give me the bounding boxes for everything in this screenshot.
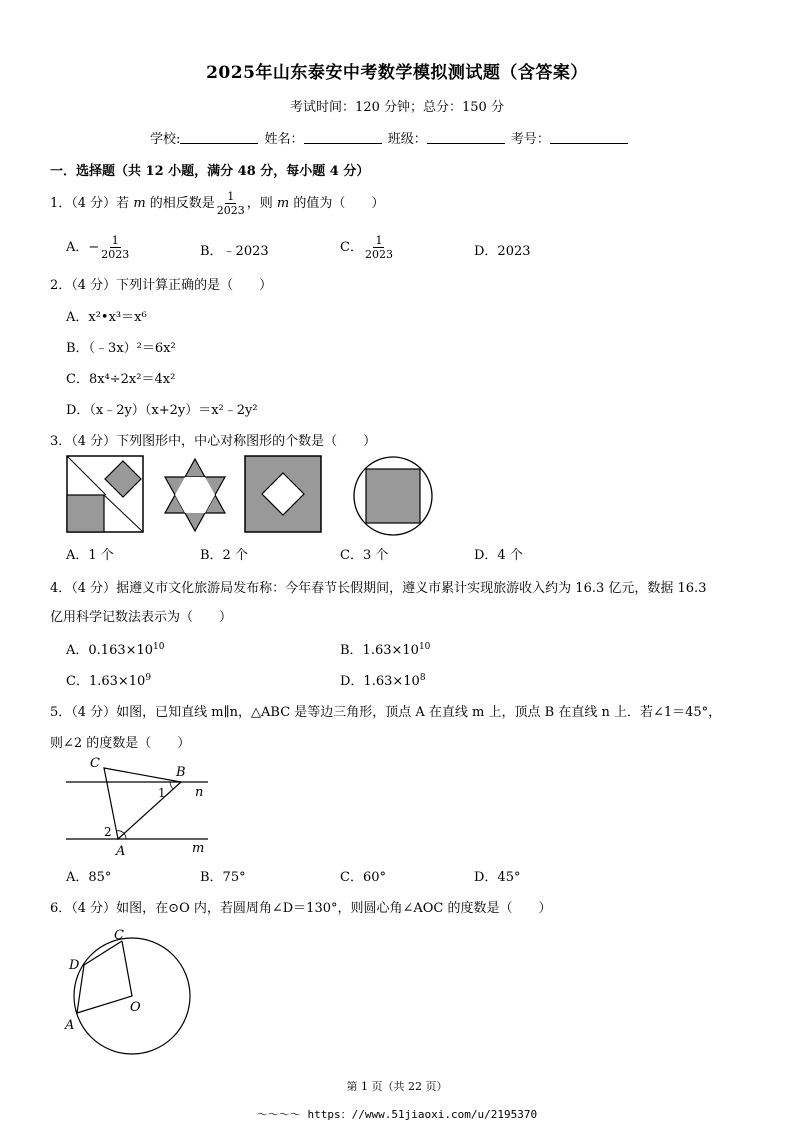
watermark-url: ～～～～ https：//www.51jiaoxi.com/u/2195370 [256,1108,538,1121]
q3-option-d[interactable]: D．4 个 [474,548,523,563]
q3-option-b[interactable]: B．2 个 [200,548,248,563]
label-angle-1: 1 [158,786,166,800]
q3-option-c[interactable]: C．3 个 [340,548,389,563]
question-3-stem: 3．（4 分）下列图形中，中心对称图形的个数是（ ） [50,434,377,449]
q5-option-a[interactable]: A．85° [66,870,112,885]
q2-option-b[interactable]: B．（﹣3x）²＝6x² [66,341,176,356]
q1-option-d[interactable]: D．2023 [474,244,531,259]
q2-option-a[interactable]: A．x²•x³＝x⁶ [66,310,147,325]
class-blank[interactable] [427,131,505,144]
q2-option-c[interactable]: C．8x⁴÷2x²＝4x² [66,372,176,387]
q3-figure-squares [66,455,144,533]
name-blank[interactable] [304,131,382,144]
page-footer: 第 1 页（共 22 页） [346,1080,448,1093]
name-label: 姓名： [264,132,304,147]
label-c: C [90,756,100,771]
q4-option-c[interactable]: C．$1.63\times 10^9$ [66,673,152,689]
label-n: n [195,785,204,800]
label-b: B [176,765,186,780]
q2-option-d[interactable]: D．（x﹣2y）（x+2y）＝x²﹣2y² [66,403,258,418]
question-4-stem-line1: 4．（4 分）据遵义市文化旅游局发布称：今年春节长假期间，遵义市累计实现旅游收入约为 16.3 亿元，数据 16.3 [50,581,707,596]
class-label: 班级： [387,132,427,147]
exam-info-line: 考试时间：120 分钟；总分：150 分 [290,100,504,115]
question-2-stem: 2．（4 分）下列计算正确的是（ ） [50,278,273,293]
q1-option-b[interactable]: B．﹣2023 [200,244,269,259]
question-5-stem-line2: 则∠2 的度数是（ ） [50,736,191,751]
label-angle-2: 2 [104,825,112,839]
q4-option-a[interactable]: A．$0.163\times 10^{10}$ [66,642,165,658]
label-o: O [130,1000,141,1015]
label-c: C [114,928,124,943]
q6-figure-circle [60,925,196,1060]
question-6-stem: 6．（4 分）如图，在⊙O 内，若圆周角∠D＝130°，则圆心角∠AOC 的度数是（ ） [50,901,552,916]
section-heading: 一．选择题（共 12 小题，满分 48 分，每小题 4 分） [50,164,370,179]
q5-option-b[interactable]: B．75° [200,870,246,885]
q5-option-d[interactable]: D．45° [474,870,521,885]
student-info-row [150,128,630,147]
question-1-stem: 1．（4 分）若 m 的相反数是 $\frac{1}{2023}$ ，则 m 的值为（ ） [50,190,385,217]
school-label: 学校: [150,132,181,147]
label-m: m [192,841,205,856]
q1-option-a[interactable]: A．− $\frac{1}{2023}$ [66,234,130,261]
q1-option-c[interactable]: C． $\frac{1}{2023}$ [340,234,393,261]
label-a: A [65,1018,75,1033]
q5-figure-parallel-lines-triangle [62,754,222,862]
q3-figure-circle-square [352,455,434,537]
label-a: A [116,844,126,859]
question-5-stem-line1: 5．（4 分）如图，已知直线 m∥n，△ABC 是等边三角形，顶点 A 在直线 m 上，顶点 B 在直线 n 上．若∠1＝45°， [50,705,722,720]
exam-no-blank[interactable] [550,131,628,144]
page-title: 2025年山东泰安中考数学模拟测试题（含答案） [206,63,588,83]
question-4-stem-line2: 亿用科学记数法表示为（ ） [50,610,233,625]
q3-figure-star [158,455,232,535]
q3-option-a[interactable]: A．1 个 [66,548,114,563]
q4-option-d[interactable]: D．$1.63\times 10^8$ [340,673,426,689]
q3-figure-square-diamond [244,455,322,533]
school-blank[interactable] [180,131,258,144]
exam-no-label: 考号： [510,132,550,147]
label-d: D [69,958,80,973]
q5-option-c[interactable]: C．60° [340,870,386,885]
q4-option-b[interactable]: B．$1.63\times 10^{10}$ [340,642,431,658]
fraction: $\frac{1}{2023}$ [216,190,245,217]
